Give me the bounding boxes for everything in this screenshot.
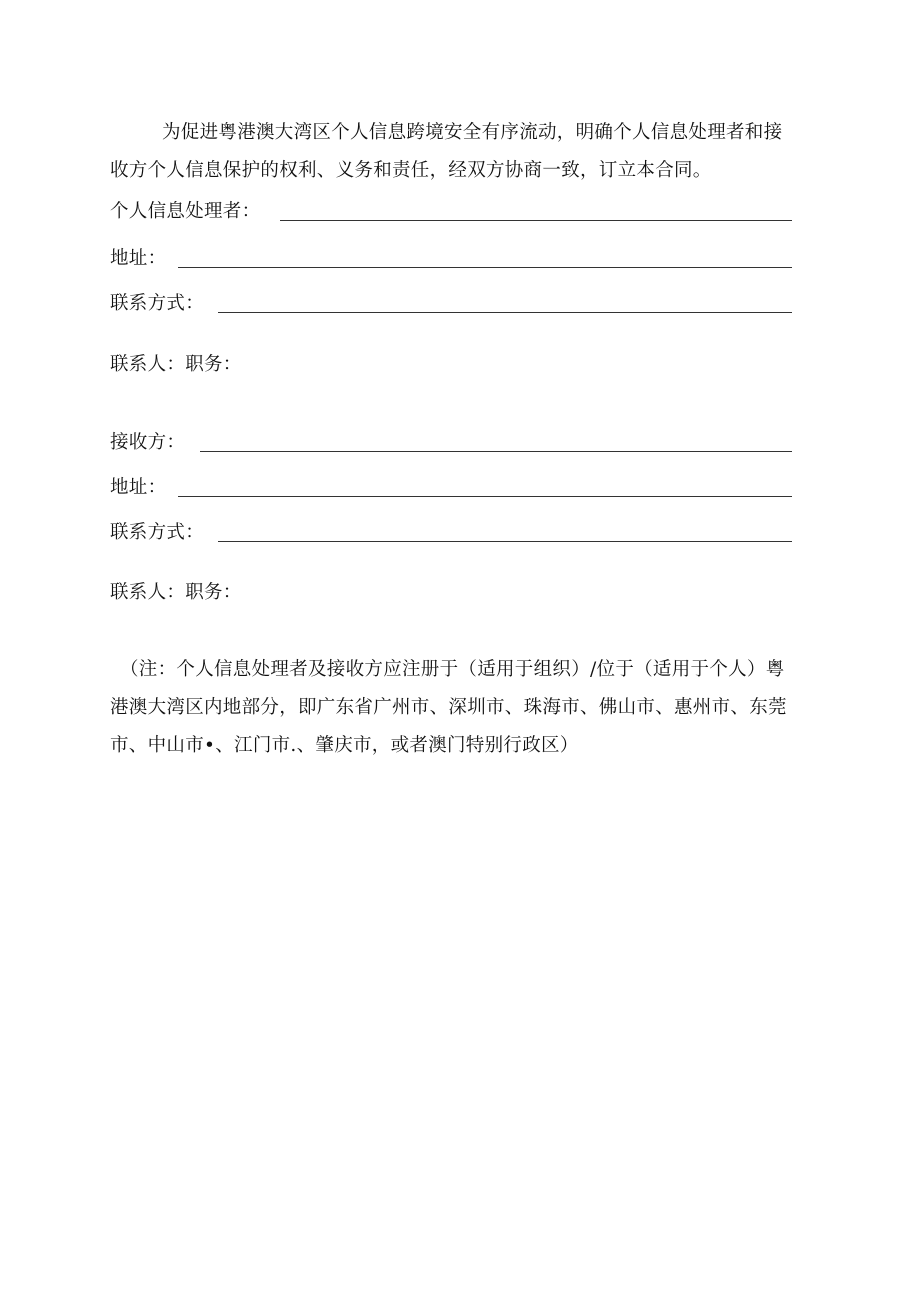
- processor-address-blank-line: [178, 267, 792, 268]
- recipient-contact-label: 联系方式：: [110, 522, 205, 543]
- intro-paragraph: 为促进粤港澳大湾区个人信息跨境安全有序流动，明确个人信息处理者和接收方个人信息保护的权利、义务和责任，经双方协商一致，订立本合同。: [110, 122, 783, 181]
- registration-note: （注：个人信息处理者及接收方应注册于（适用于组织）/位于（适用于个人）粤港澳大湾区内地部分，即广东省广州市、深圳市、珠海市、佛山市、惠州市、东莞市、中山市•、江门市.、肇庆市，或者澳门特别行政区）: [110, 659, 787, 756]
- recipient-address-blank-line: [178, 496, 792, 497]
- recipient-name-blank-line: [200, 451, 792, 452]
- recipient-contact-blank-line: [218, 541, 792, 542]
- processor-contact-blank-line: [218, 312, 792, 313]
- processor-contact-field: [110, 289, 792, 317]
- recipient-name-field: [110, 428, 792, 456]
- recipient-contact-person-label: 联系人：职务：: [110, 582, 242, 603]
- recipient-address-label: 地址：: [110, 477, 167, 498]
- processor-contact-label: 联系方式：: [110, 293, 205, 314]
- processor-address-label: 地址：: [110, 248, 167, 269]
- processor-name-blank-line: [280, 220, 792, 221]
- recipient-address-field: [110, 473, 792, 501]
- processor-name-label: 个人信息处理者：: [110, 201, 261, 222]
- processor-contact-person-label: 联系人：职务：: [110, 354, 242, 375]
- processor-name-field: [110, 197, 792, 225]
- processor-address-field: [110, 244, 792, 272]
- recipient-name-label: 接收方：: [110, 432, 186, 453]
- recipient-contact-field: [110, 518, 792, 546]
